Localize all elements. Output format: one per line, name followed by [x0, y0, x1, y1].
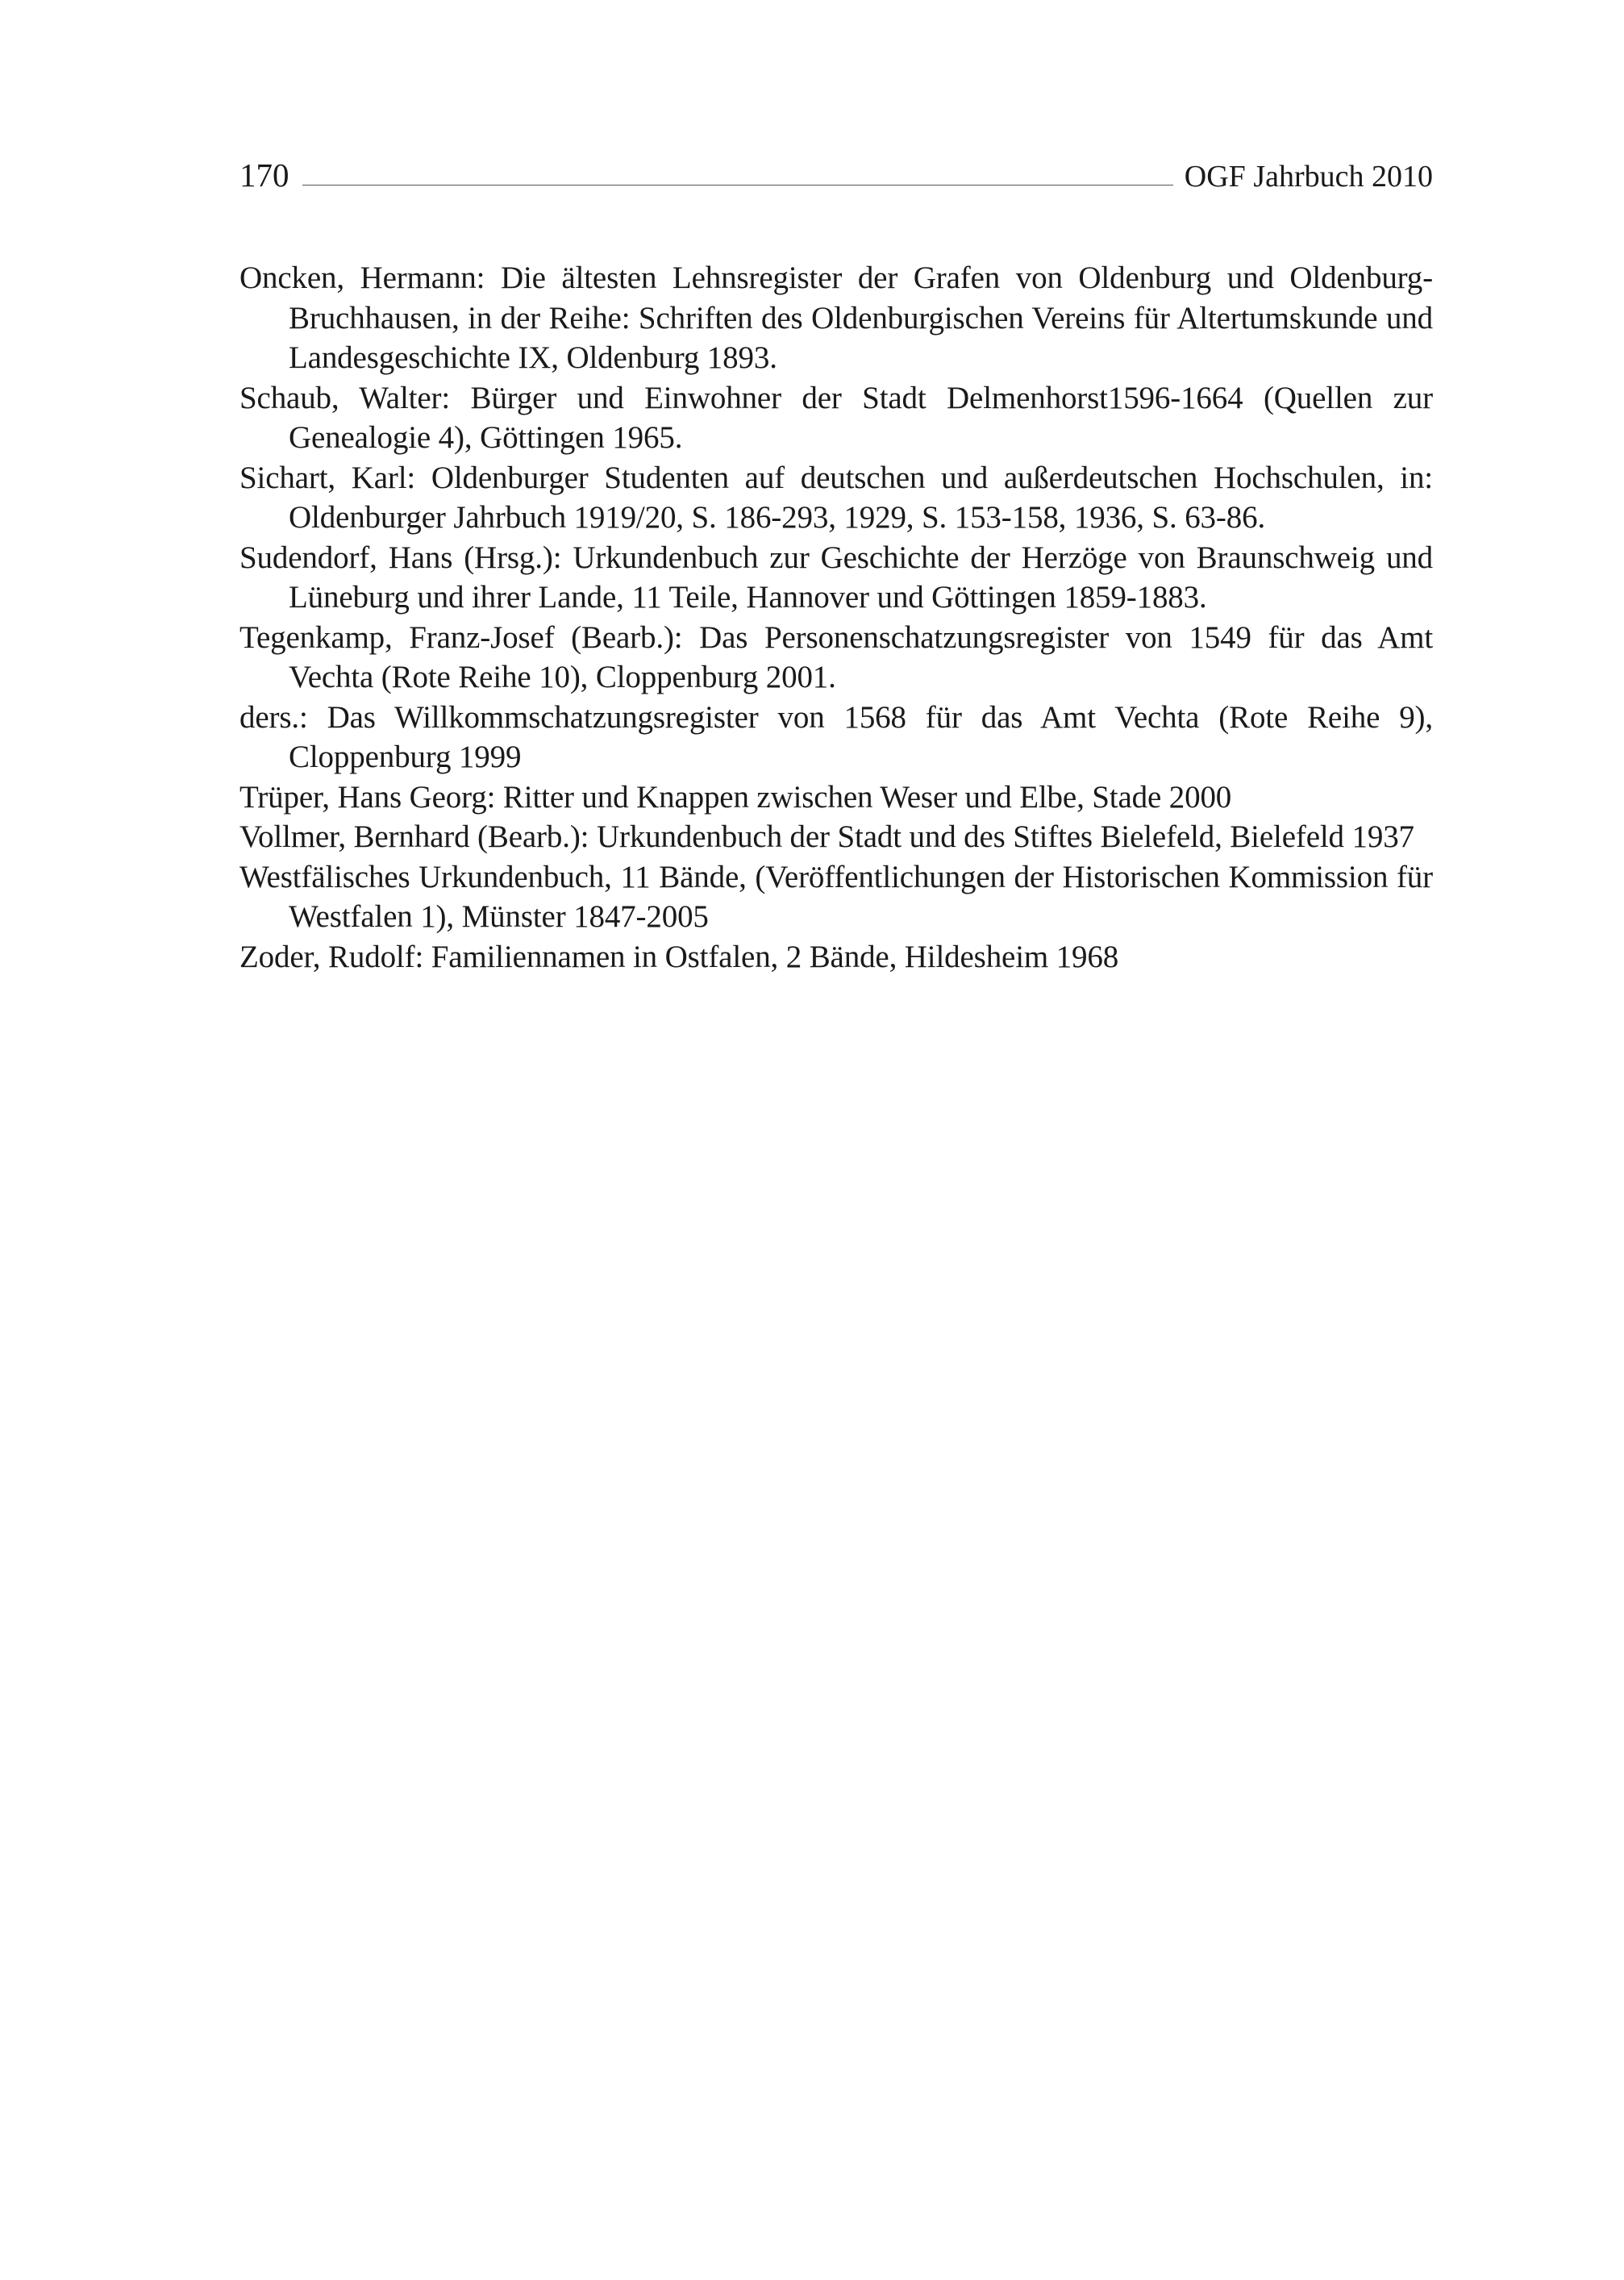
running-head [239, 145, 1433, 194]
bibliography-entry: Zoder, Rudolf: Familiennamen in Ostfalen, 2 Bände, Hildesheim 1968 [239, 939, 1119, 974]
bibliography-entry: Trüper, Hans Georg: Ritter und Knappen zwischen Weser und Elbe, Stade 2000 [239, 779, 1232, 815]
bibliography-entry: Oncken, Hermann: Die ältesten Lehnsregister der Grafen von Oldenburg und Oldenburg-Bruchhausen, in der Reihe: Schriften des Oldenburgischen Vereins für Altertumskunde und Landesgeschichte IX, Oldenburg 1893. [239, 261, 1433, 375]
bibliography-entry: Sudendorf, Hans (Hrsg.): Urkundenbuch zur Geschichte der Herzöge von Braunschweig und Lüneburg und ihrer Lande, 11 Teile, Hannover und Göttingen 1859-1883. [239, 540, 1433, 615]
bibliography-entry: Schaub, Walter: Bürger und Einwohner der Stadt Delmenhorst1596-1664 (Quellen zur Genealogie 4), Göttingen 1965. [239, 380, 1433, 455]
bibliography-entry: Tegenkamp, Franz-Josef (Bearb.): Das Personenschatzungsregister von 1549 für das Amt Vechta (Rote Reihe 10), Cloppenburg 2001. [239, 619, 1433, 694]
bibliography-entry: ders.: Das Willkommschatzungsregister von 1568 für das Amt Vechta (Rote Reihe 9), Cloppenburg 1999 [239, 699, 1433, 774]
bibliography-entry: Sichart, Karl: Oldenburger Studenten auf deutschen und außerdeutschen Hochschulen, in: Oldenburger Jahrbuch 1919/20, S. 186-293, 1929, S. 153-158, 1936, S. 63-86. [239, 460, 1433, 535]
bibliography-entry: Westfälisches Urkundenbuch, 11 Bände, (Veröffentlichungen der Historischen Kommission für Westfalen 1), Münster 1847-2005 [239, 859, 1433, 934]
bibliography-list [239, 258, 1433, 977]
journal-title: OGF Jahrbuch 2010 [1184, 160, 1433, 194]
bibliography-entry: Vollmer, Bernhard (Bearb.): Urkundenbuch der Stadt und des Stiftes Bielefeld, Bielefeld 1937 [239, 819, 1414, 854]
page-number: 170 [239, 156, 289, 194]
